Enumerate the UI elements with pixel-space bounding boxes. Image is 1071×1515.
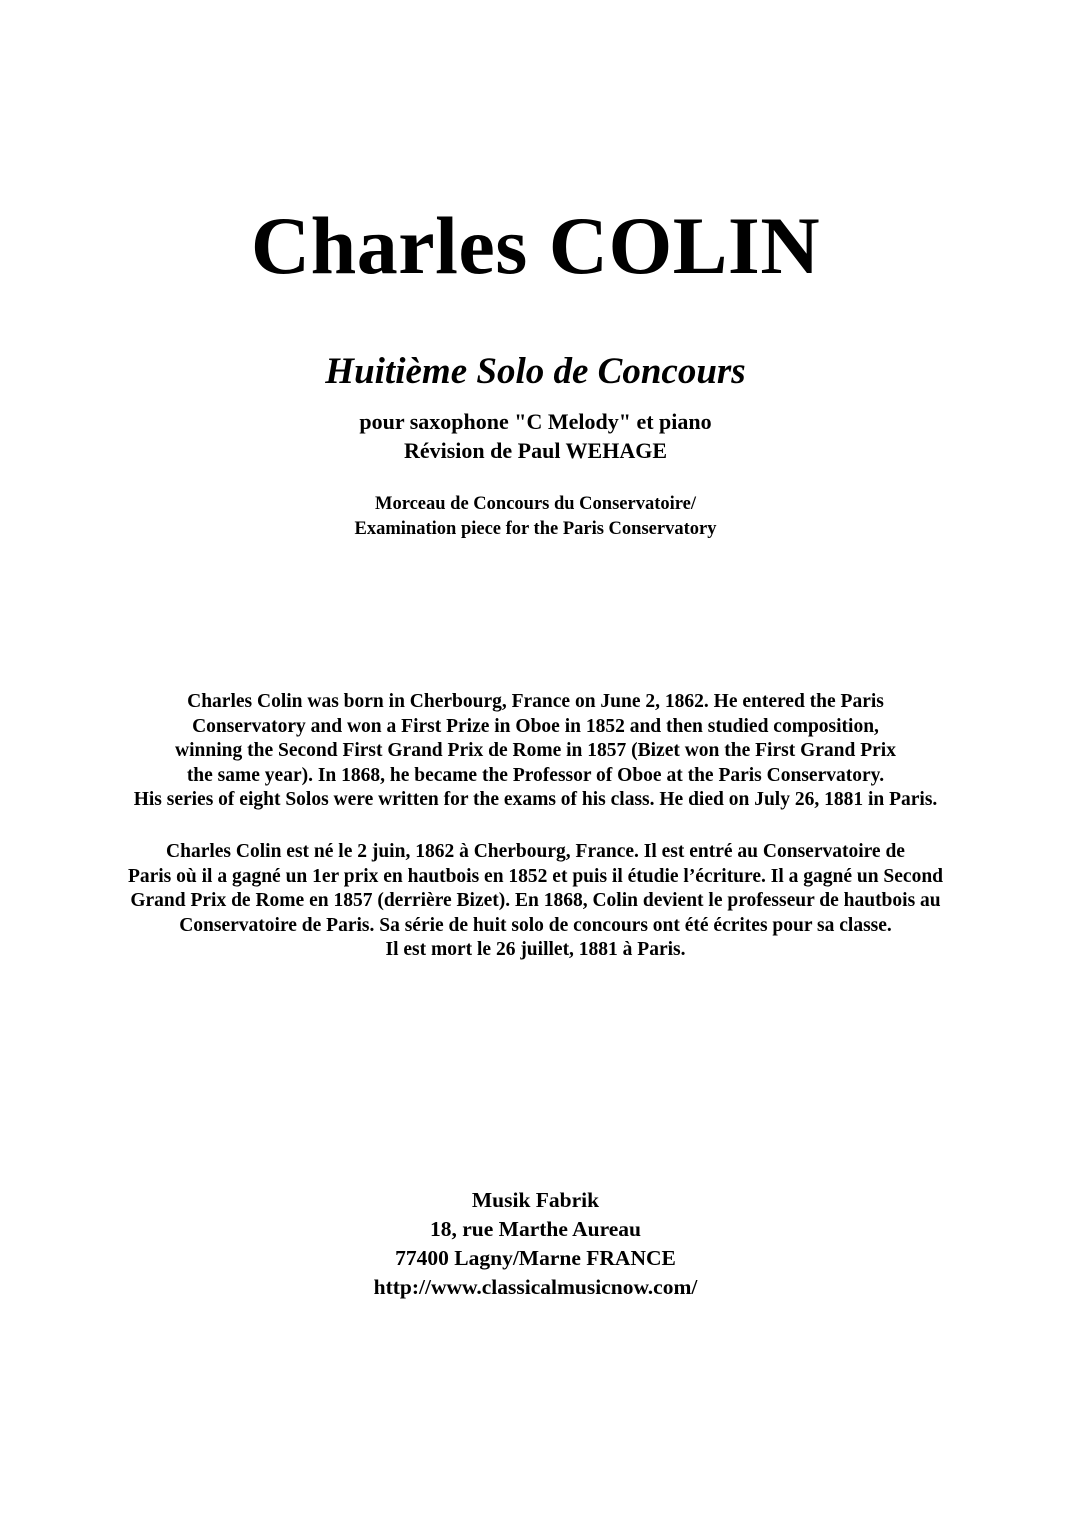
publisher-street: 18, rue Marthe Aureau <box>430 1217 641 1241</box>
biography-line: Conservatoire de Paris. Sa série de huit solo de concours ont été écrites pour sa classe. <box>179 914 892 936</box>
composer-name: Charles COLIN <box>250 200 821 291</box>
biography-english <box>0 690 1071 813</box>
biography-line: Il est mort le 26 juillet, 1881 à Paris. <box>385 939 686 960</box>
biography-line: Grand Prix de Rome en 1857 (derrière Bizet). En 1868, Colin devient le professeur de hautbois au <box>130 890 941 911</box>
publisher-name: Musik Fabrik <box>471 1188 600 1212</box>
biography-line: His series of eight Solos were written for the exams of his class. He died on July 26, 1881 in Paris. <box>133 789 938 810</box>
biography-line: Paris où il a gagné un 1er prix en hautbois en 1852 et puis il étudie l’écriture. Il a gagné un Second <box>127 865 944 887</box>
instrumentation-block <box>0 407 1071 465</box>
biography-line: Charles Colin est né le 2 juin, 1862 à Cherbourg, France. Il est entré au Conservatoire de <box>166 841 905 862</box>
instrumentation-line: pour saxophone "C Melody" et piano <box>359 409 712 434</box>
context-note-line-en: Examination piece for the Paris Conservatory <box>354 519 717 539</box>
context-note-line-fr: Morceau de Concours du Conservatoire/ <box>375 494 696 514</box>
biography-line: the same year). In 1868, he became the Professor of Oboe at the Paris Conservatory. <box>186 764 885 786</box>
title-block <box>0 200 1071 291</box>
biography-line: Conservatory and won a First Prize in Oboe in 1852 and then studied composition, <box>192 715 879 737</box>
publisher-website-url[interactable]: http://www.classicalmusicnow.com/ <box>373 1275 698 1299</box>
biography-french <box>0 840 1071 963</box>
context-note-block <box>0 492 1071 542</box>
revision-credit: Révision de Paul WEHAGE <box>403 438 668 463</box>
biography-line: Charles Colin was born in Cherbourg, France on June 2, 1862. He entered the Paris <box>187 691 884 712</box>
biography-line: winning the Second First Grand Prix de Rome in 1857 (Bizet won the First Grand Prix <box>175 740 896 761</box>
publisher-block <box>0 1186 1071 1302</box>
work-title: Huitième Solo de Concours <box>325 351 746 392</box>
publisher-city: 77400 Lagny/Marne FRANCE <box>395 1246 676 1270</box>
